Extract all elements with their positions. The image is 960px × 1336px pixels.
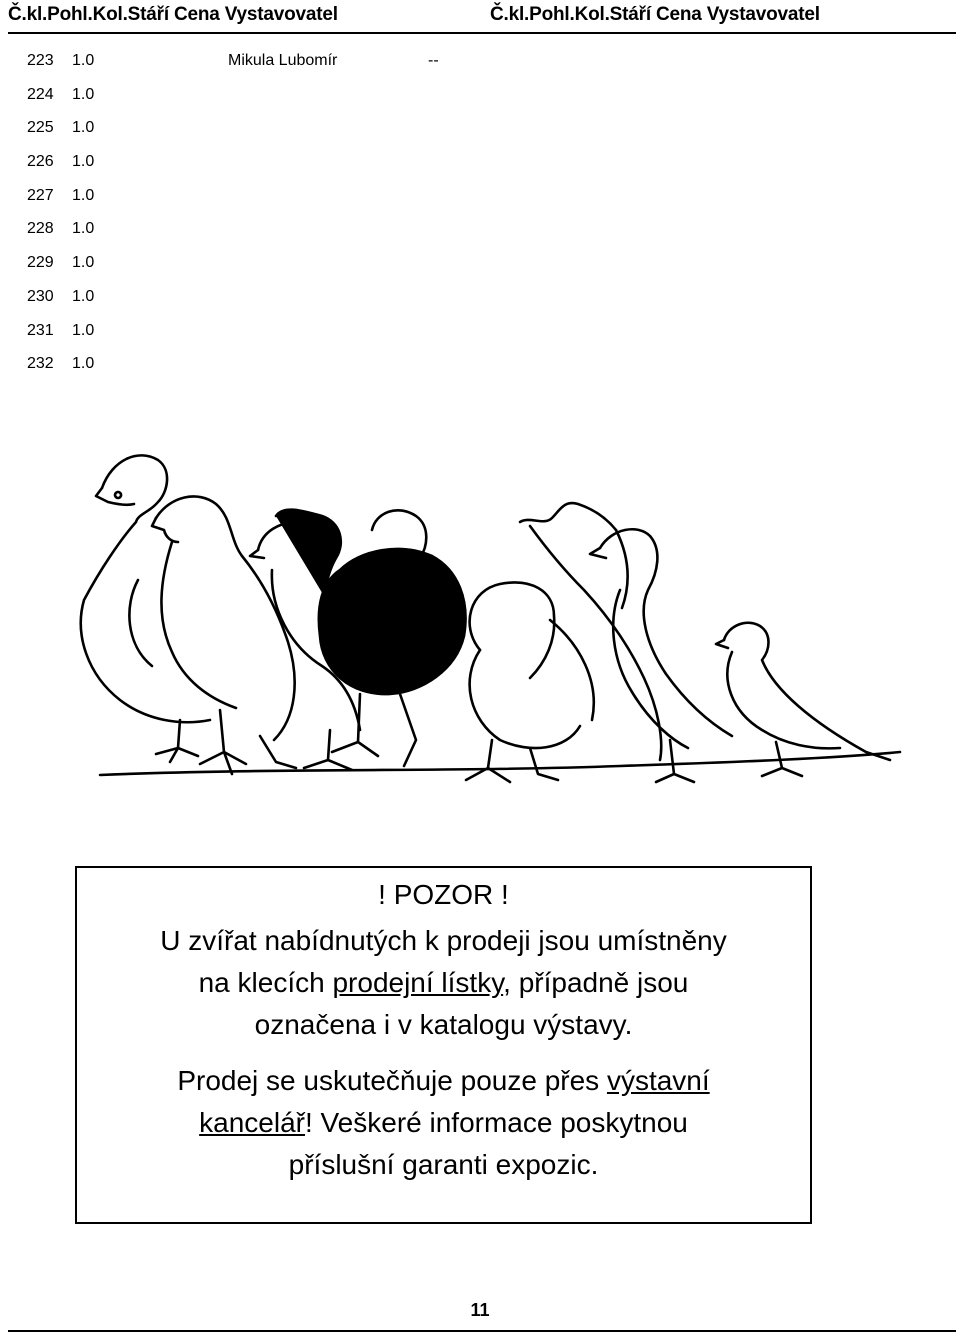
row-exhibitor: Mikula Lubomír — [228, 52, 338, 69]
row-number: 226 — [27, 153, 54, 171]
row-number: 232 — [27, 355, 54, 373]
notice-paragraph-1 — [77, 920, 810, 1046]
header-left: Č.kl.Pohl.Kol.Stáří Cena Vystavovatel — [8, 4, 338, 25]
notice-text: označena i v katalogu výstavy. — [254, 1009, 633, 1040]
pigeons-illustration — [60, 430, 910, 820]
row-age: 1.0 — [72, 220, 95, 238]
notice-title: ! POZOR ! — [378, 879, 509, 910]
row-number: 230 — [27, 287, 54, 305]
sale-tickets-underlined: prodejní lístky — [332, 967, 504, 998]
row-age: 1.0 — [72, 287, 95, 305]
page-number: 11 — [470, 1300, 490, 1320]
notice-paragraph-2 — [77, 1060, 810, 1186]
office-underlined-1: výstavní — [606, 1065, 710, 1096]
row-number: 227 — [27, 186, 54, 204]
footer-divider — [8, 1330, 956, 1332]
row-age: 1.0 — [72, 321, 95, 339]
row-age: 1.0 — [72, 254, 95, 272]
pigeon-6 — [520, 503, 661, 760]
pigeon-5 — [466, 582, 594, 782]
notice-box — [75, 866, 812, 1224]
header-right: Č.kl.Pohl.Kol.Stáří Cena Vystavovatel — [490, 4, 820, 25]
pigeon-8 — [716, 623, 890, 776]
row-age: 1.0 — [72, 85, 95, 103]
pigeon-1 — [81, 455, 210, 762]
notice-text: na klecích — [198, 967, 333, 998]
row-age: 1.0 — [72, 52, 95, 69]
row-age: 1.0 — [72, 153, 95, 171]
notice-text: U zvířat nabídnutých k prodeji jsou umístněny — [160, 925, 727, 956]
row-number: 229 — [27, 254, 54, 272]
notice-text: příslušní garanti expozic. — [288, 1149, 599, 1180]
row-number: 231 — [27, 321, 54, 339]
row-age: 1.0 — [72, 186, 95, 204]
header-divider — [8, 32, 956, 34]
notice-text: Prodej se uskutečňuje pouze přes — [177, 1065, 607, 1096]
pigeon-2 — [152, 496, 296, 774]
row-number: 228 — [27, 220, 54, 238]
row-number: 224 — [27, 85, 54, 103]
office-underlined-2: kancelář — [199, 1107, 305, 1138]
row-age: 1.0 — [72, 355, 95, 373]
row-number: 223 — [27, 52, 54, 69]
notice-text: , případně jsou — [503, 967, 689, 998]
row-age: 1.0 — [72, 119, 95, 137]
row-price: -- — [428, 52, 439, 69]
row-number: 225 — [27, 119, 54, 137]
notice-text: ! Veškeré informace poskytnou — [304, 1107, 688, 1138]
